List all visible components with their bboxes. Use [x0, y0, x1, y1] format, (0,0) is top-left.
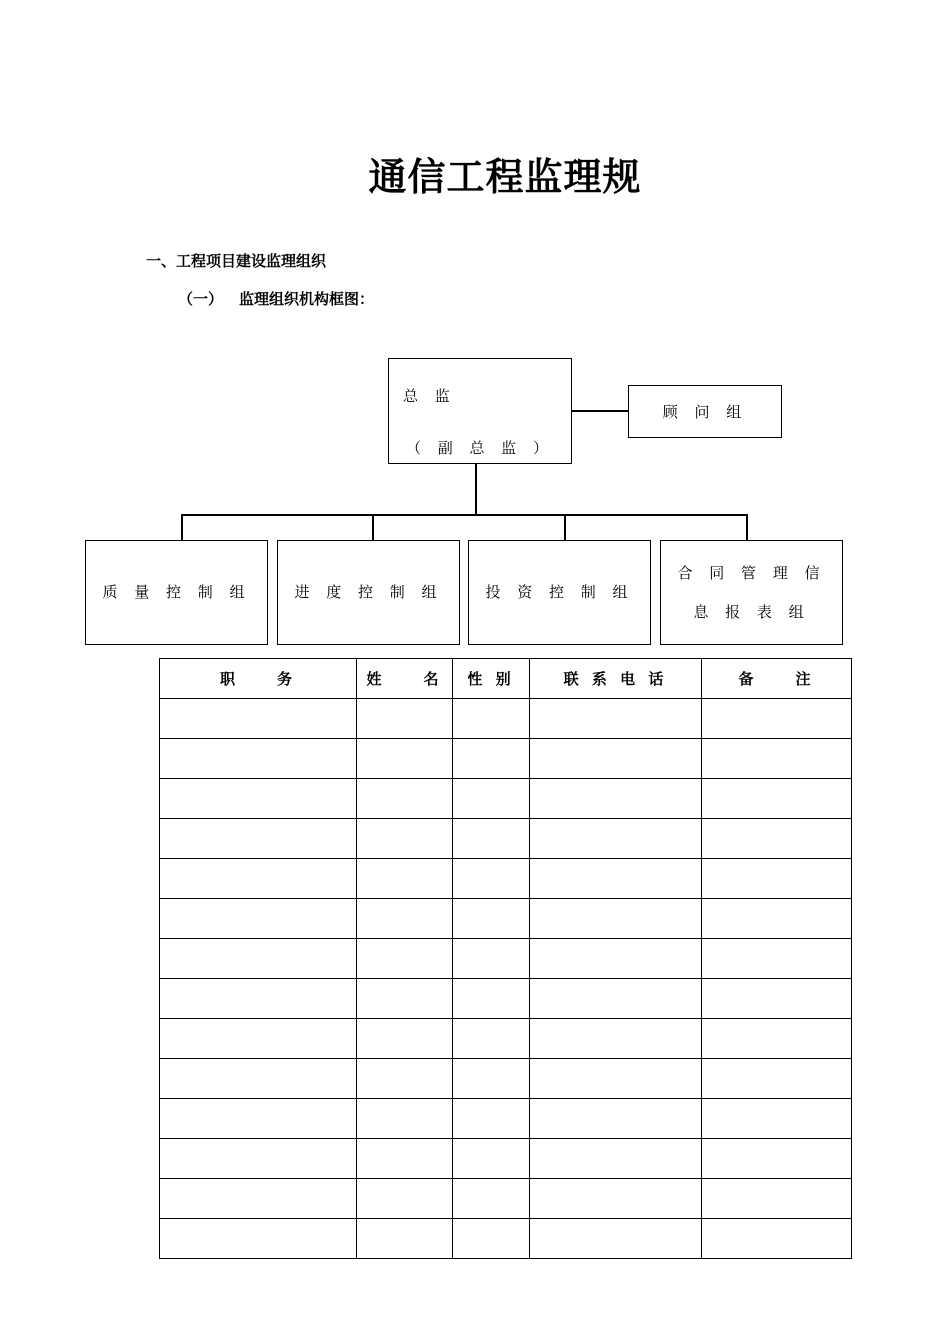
table-cell: [357, 939, 453, 979]
table-cell: [530, 779, 702, 819]
table-cell: [160, 739, 357, 779]
table-cell: [357, 1019, 453, 1059]
table-cell: [357, 699, 453, 739]
header-gender: 性 别: [453, 659, 530, 699]
table-cell: [702, 1099, 852, 1139]
table-cell: [702, 939, 852, 979]
table-cell: [530, 859, 702, 899]
table-cell: [357, 899, 453, 939]
table-cell: [160, 1179, 357, 1219]
advisor-connector: [572, 410, 628, 412]
table-cell: [530, 1059, 702, 1099]
table-row: [160, 699, 852, 739]
section-heading: 一、工程项目建设监理组织: [146, 252, 327, 270]
chief-supervisor-box: [388, 358, 572, 464]
table-cell: [453, 899, 530, 939]
branch-drop-3: [564, 514, 566, 541]
staff-table-body: [160, 699, 852, 1259]
branch-bar: [181, 514, 747, 516]
table-cell: [702, 859, 852, 899]
table-cell: [530, 1179, 702, 1219]
table-cell: [160, 1059, 357, 1099]
deputy-chief-supervisor-label: （ 副 总 监 ）: [405, 439, 555, 457]
table-cell: [357, 739, 453, 779]
document-title: 通信工程监理规: [368, 154, 642, 199]
table-cell: [453, 859, 530, 899]
table-cell: [160, 1219, 357, 1259]
table-cell: [530, 1219, 702, 1259]
header-name: 姓 名: [357, 659, 453, 699]
advisor-group-box: 顾 问 组: [628, 385, 782, 438]
table-cell: [160, 859, 357, 899]
table-cell: [357, 979, 453, 1019]
table-cell: [453, 939, 530, 979]
table-cell: [160, 699, 357, 739]
table-cell: [453, 699, 530, 739]
table-cell: [702, 1139, 852, 1179]
table-row: [160, 1219, 852, 1259]
table-cell: [702, 1219, 852, 1259]
table-cell: [530, 819, 702, 859]
table-cell: [357, 1139, 453, 1179]
header-position: 职 务: [160, 659, 357, 699]
table-cell: [160, 939, 357, 979]
table-row: [160, 859, 852, 899]
table-cell: [160, 1139, 357, 1179]
table-cell: [702, 1179, 852, 1219]
table-row: [160, 1179, 852, 1219]
table-cell: [453, 1019, 530, 1059]
header-phone: 联 系 电 话: [530, 659, 702, 699]
branch-drop-4: [746, 514, 748, 541]
table-cell: [160, 979, 357, 1019]
table-row: [160, 819, 852, 859]
table-cell: [530, 899, 702, 939]
table-cell: [702, 1059, 852, 1099]
subsection-heading: [178, 288, 374, 309]
table-header-row: [160, 659, 852, 699]
table-cell: [530, 699, 702, 739]
table-cell: [453, 1059, 530, 1099]
table-cell: [453, 1219, 530, 1259]
table-cell: [357, 1219, 453, 1259]
table-cell: [160, 899, 357, 939]
table-row: [160, 979, 852, 1019]
table-cell: [702, 699, 852, 739]
table-row: [160, 1059, 852, 1099]
staff-table: [159, 658, 852, 1259]
schedule-control-group-box: 进 度 控 制 组: [277, 540, 460, 645]
header-remarks: 备 注: [702, 659, 852, 699]
table-row: [160, 939, 852, 979]
table-cell: [702, 979, 852, 1019]
investment-control-group-box: 投 资 控 制 组: [468, 540, 651, 645]
quality-control-group-box: 质 量 控 制 组: [85, 540, 268, 645]
table-cell: [530, 939, 702, 979]
table-cell: [702, 739, 852, 779]
subsection-heading-text: 监理组织机构框图：: [239, 290, 375, 308]
table-cell: [530, 1019, 702, 1059]
table-cell: [453, 779, 530, 819]
table-cell: [160, 819, 357, 859]
table-row: [160, 1019, 852, 1059]
table-cell: [453, 1099, 530, 1139]
table-cell: [530, 979, 702, 1019]
trunk-connector: [475, 464, 477, 515]
table-cell: [357, 1179, 453, 1219]
table-cell: [357, 779, 453, 819]
table-cell: [357, 1059, 453, 1099]
branch-drop-1: [181, 514, 183, 541]
subsection-number: （一）: [178, 290, 224, 308]
table-row: [160, 779, 852, 819]
table-cell: [160, 1019, 357, 1059]
table-cell: [453, 1139, 530, 1179]
branch-drop-2: [372, 514, 374, 541]
table-cell: [160, 1099, 357, 1139]
table-row: [160, 739, 852, 779]
table-cell: [357, 819, 453, 859]
table-row: [160, 1099, 852, 1139]
table-cell: [702, 779, 852, 819]
table-cell: [530, 1139, 702, 1179]
table-cell: [160, 779, 357, 819]
table-cell: [453, 739, 530, 779]
table-cell: [357, 859, 453, 899]
table-cell: [702, 1019, 852, 1059]
table-cell: [702, 899, 852, 939]
table-cell: [702, 819, 852, 859]
table-cell: [357, 1099, 453, 1139]
contract-info-report-group-box: 合 同 管 理 信 息 报 表 组: [660, 540, 843, 645]
table-cell: [530, 739, 702, 779]
table-cell: [453, 819, 530, 859]
chief-supervisor-label: 总 监: [403, 387, 456, 405]
table-row: [160, 899, 852, 939]
table-cell: [530, 1099, 702, 1139]
table-row: [160, 1139, 852, 1179]
table-cell: [453, 1179, 530, 1219]
table-cell: [453, 979, 530, 1019]
